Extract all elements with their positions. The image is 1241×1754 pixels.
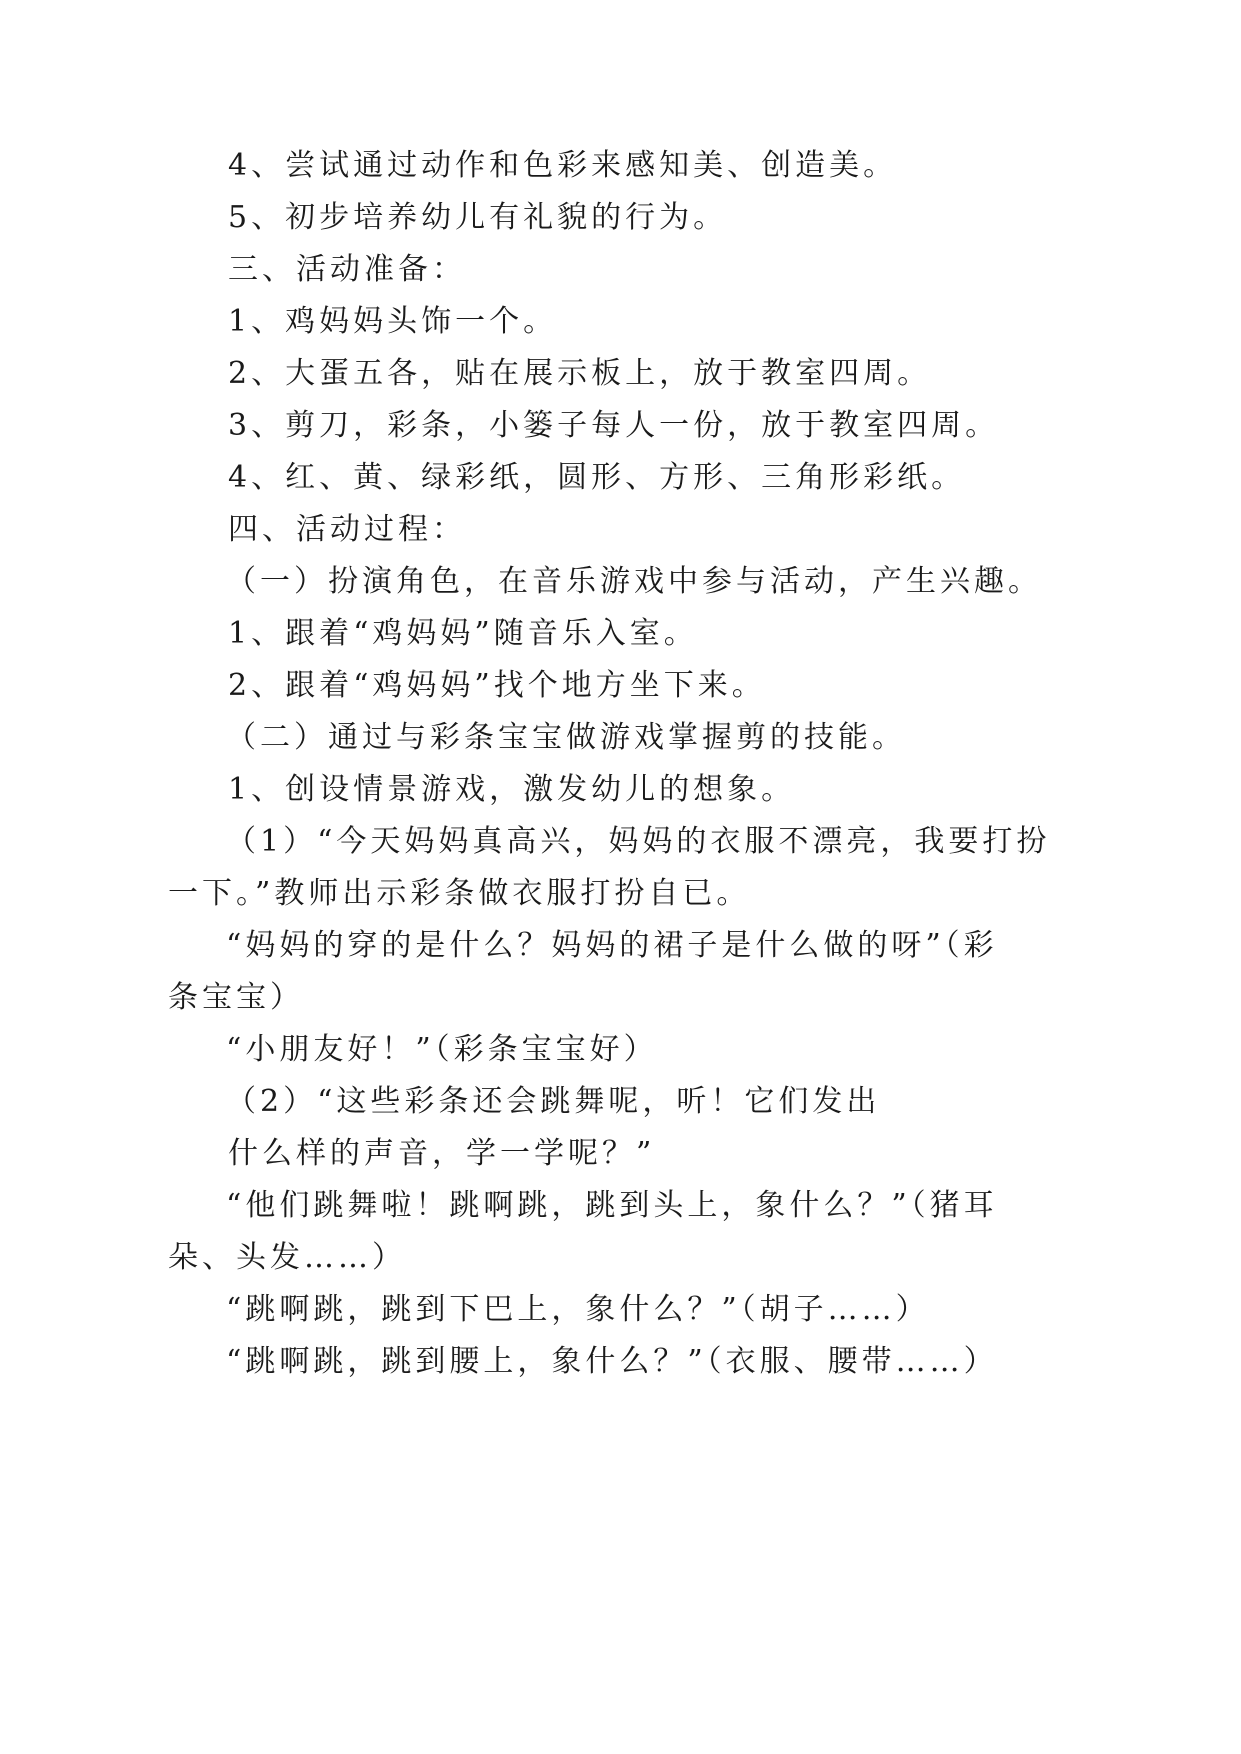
paragraph-line: “跳啊跳，跳到腰上，象什么？”（衣服、腰带……） (226, 1344, 998, 1379)
objective-5: 5、初步培养幼儿有礼貌的行为。 (228, 200, 728, 235)
paragraph-line: 朵、头发……） (168, 1240, 406, 1275)
preparation-item-2: 2、大蛋五各，贴在展示板上，放于教室四周。 (228, 356, 932, 391)
paragraph-line: “小朋友好！”（彩条宝宝好） (226, 1032, 658, 1067)
paragraph-line: （1）“今天妈妈真高兴，妈妈的衣服不漂亮，我要打扮 (226, 824, 1051, 859)
preparation-item-4: 4、红、黄、绿彩纸，圆形、方形、三角形彩纸。 (228, 460, 966, 495)
paragraph-line: 一下。”教师出示彩条做衣服打扮自已。 (168, 876, 751, 911)
objective-4: 4、尝试通过动作和色彩来感知美、创造美。 (228, 148, 898, 183)
paragraph-line: “他们跳舞啦！跳啊跳，跳到头上，象什么？”（猪耳 (226, 1188, 998, 1223)
process-part-1-step-2: 2、跟着“鸡妈妈”找个地方坐下来。 (228, 668, 766, 703)
process-part-1-heading: （一）扮演角色，在音乐游戏中参与活动，产生兴趣。 (226, 564, 1042, 599)
process-part-1-step-1: 1、跟着“鸡妈妈”随音乐入室。 (228, 616, 698, 651)
paragraph-line: 什么样的声音，学一学呢？” (228, 1136, 656, 1171)
paragraph-line: “妈妈的穿的是什么？妈妈的裙子是什么做的呀”（彩 (226, 928, 998, 963)
preparation-item-3: 3、剪刀，彩条，小篓子每人一份，放于教室四周。 (228, 408, 1000, 443)
section-heading-preparation: 三、活动准备： (228, 252, 466, 287)
section-heading-process: 四、活动过程： (228, 512, 466, 547)
process-part-2-step-1: 1、创设情景游戏，激发幼儿的想象。 (228, 772, 796, 807)
paragraph-line: “跳啊跳，跳到下巴上，象什么？”（胡子……） (226, 1292, 930, 1327)
process-part-2-heading: （二）通过与彩条宝宝做游戏掌握剪的技能。 (226, 720, 906, 755)
paragraph-line: 条宝宝） (168, 980, 304, 1015)
paragraph-line: （2）“这些彩条还会跳舞呢，听！它们发出 (226, 1084, 881, 1119)
preparation-item-1: 1、鸡妈妈头饰一个。 (228, 304, 558, 339)
